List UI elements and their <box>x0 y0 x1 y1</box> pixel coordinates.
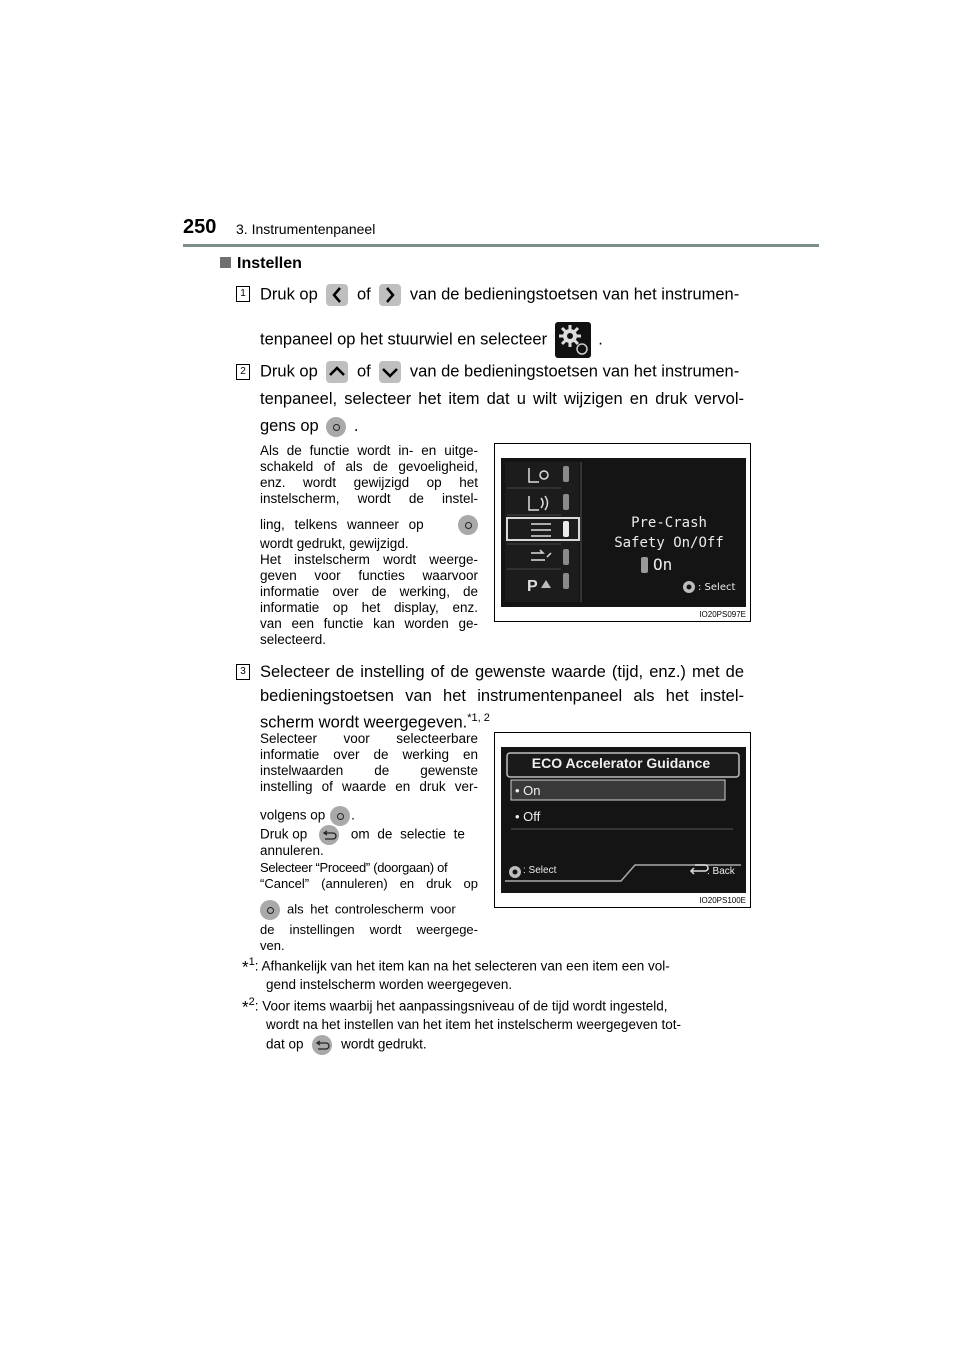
note-2-l7: annuleren. <box>260 843 324 858</box>
note-text: om de selectie te <box>350 826 465 842</box>
note-2-l9: “Cancel” (annuleren) en druk op <box>260 876 478 891</box>
note-2-l1: Selecteer voor selecteerbare <box>260 731 478 746</box>
section-title: 3. Instrumentenpaneel <box>236 221 376 237</box>
figure-1-title-line-1: Pre-Crash <box>631 515 707 531</box>
heading-text: Instellen <box>237 255 302 272</box>
footnote-text: dat op <box>266 1036 304 1052</box>
step-number-1: 1 <box>236 286 250 302</box>
step-2-line-2: tenpaneel, selecteer het item dat u wilt wijzigen en druk vervol- <box>260 390 744 408</box>
note-2-l3: instelwaarden de gewenste <box>260 763 478 778</box>
note-text: ling, telkens wanneer op <box>260 517 424 532</box>
figure-1-title-line-2: Safety On/Off <box>614 535 724 551</box>
footnote-text: : Afhankelijk van het item kan na het selecteren van een item een vol- <box>254 958 670 974</box>
step-2-line-3 <box>260 416 359 437</box>
note-text: Druk op <box>260 826 308 842</box>
chevron-right-icon <box>379 284 401 306</box>
svg-text:P: P <box>527 578 538 595</box>
figure-2-frame <box>494 732 751 908</box>
step-text: van de bedieningstoetsen van het instrumen- <box>409 285 740 304</box>
footnote-1 <box>242 954 744 993</box>
footnote-text: : Voor items waarbij het aanpassingsniveau of de tijd wordt ingesteld, <box>254 998 668 1014</box>
footnote-text: wordt na het instellen van het item het instelscherm weergegeven tot- <box>266 1016 681 1032</box>
footnote-text: wordt gedrukt. <box>341 1036 427 1052</box>
section-heading <box>220 255 302 273</box>
figure-1-frame <box>494 443 751 622</box>
figure-2-select-label: : Select <box>523 865 557 876</box>
note-text: . <box>351 807 355 823</box>
back-button-icon <box>319 825 339 845</box>
square-bullet-icon <box>220 257 231 268</box>
option-on-label: On <box>523 783 541 798</box>
step-text: van de bedieningstoetsen van het instrumen- <box>409 362 740 381</box>
step-text: Druk op <box>260 362 318 381</box>
figure-1-code: IO20PS097E <box>699 610 746 619</box>
option-off-label: Off <box>523 809 541 824</box>
note-2-l11: de instellingen wordt weergege- <box>260 922 478 937</box>
note-2-l10 <box>260 900 478 920</box>
footnote-text: gend instelscherm worden weergegeven. <box>266 976 513 992</box>
step-3-line-3 <box>260 708 490 733</box>
ok-button-icon <box>326 417 346 437</box>
step-2-line-1 <box>260 361 744 383</box>
figure-1-title <box>613 513 725 553</box>
footnote-marker: * <box>242 957 249 977</box>
figure-1-screen <box>501 458 746 607</box>
step-text: of <box>356 285 371 304</box>
note-1-l7: Het instelscherm wordt weerge- <box>260 552 478 567</box>
note-1-l12: selecteerd. <box>260 632 327 647</box>
step-text: . <box>353 417 359 435</box>
back-button-icon <box>312 1035 332 1055</box>
footnote-marker: * <box>242 997 249 1017</box>
note-2-l6 <box>260 825 478 845</box>
step-3-line-1: Selecteer de instelling of de gewenste waarde (tijd, enz.) met de <box>260 663 744 681</box>
note-text: als het controlescherm voor <box>287 901 456 917</box>
footnote-sup: 1 <box>248 956 255 968</box>
figure-2-back-label: : Back <box>707 866 735 877</box>
note-2-l2: informatie over de werking en <box>260 747 478 762</box>
step-text: scherm wordt weergegeven. <box>260 713 468 732</box>
step-number-3: 3 <box>236 664 250 680</box>
note-1-l4: instelscherm, wordt de instel- <box>260 491 478 506</box>
note-1-l3: enz. wordt gewijzigd op het <box>260 475 478 490</box>
footnote-2 <box>242 994 744 1055</box>
step-1-line-1 <box>260 284 744 306</box>
figure-1-select-label: : Select <box>698 582 736 593</box>
note-1-l6: wordt gedrukt, gewijzigd. <box>260 536 409 551</box>
step-text: tenpaneel op het stuurwiel en selecteer <box>260 330 548 349</box>
gear-icon <box>555 322 591 358</box>
note-2-l12: ven. <box>260 938 285 953</box>
note-1-l5 <box>260 517 478 533</box>
note-1-l10: informatie op het display, enz. <box>260 600 478 615</box>
step-text: of <box>356 362 371 381</box>
figure-2-screen <box>501 747 746 893</box>
ok-button-icon <box>260 900 280 920</box>
note-text: volgens op <box>260 807 326 823</box>
ok-button-icon <box>458 515 478 535</box>
footnote-ref: *1, 2 <box>467 712 490 724</box>
page-number: 250 <box>183 216 217 238</box>
figure-2-option-off: • Off <box>515 809 541 824</box>
chevron-left-icon <box>326 284 348 306</box>
note-1-l1: Als de functie wordt in- en uitge- <box>260 443 478 458</box>
figure-1-value: On <box>653 555 673 574</box>
chevron-up-icon <box>326 361 348 383</box>
chevron-down-icon <box>379 361 401 383</box>
note-2-l8: Selecteer “Proceed” (doorgaan) of <box>260 860 448 875</box>
step-number-2: 2 <box>236 364 250 380</box>
step-text: gens op <box>260 417 319 435</box>
ok-button-icon <box>330 806 350 826</box>
step-3-line-2: bedieningstoetsen van het instrumentenpaneel als het instel- <box>260 687 744 705</box>
step-1-line-2 <box>260 322 603 358</box>
note-2-l4: instelling of waarde en druk ver- <box>260 779 478 794</box>
note-1-l9: informatie over de werking, de <box>260 584 478 599</box>
figure-2-title: ECO Accelerator Guidance <box>531 755 711 771</box>
note-1-l11: van een functie kan worden ge- <box>260 616 478 631</box>
figure-2-code: IO20PS100E <box>699 896 746 905</box>
note-1-l2: schakeld of als de gevoeligheid, <box>260 459 478 474</box>
header-rule <box>183 244 819 247</box>
note-1-l8: geven voor functies waarvoor <box>260 568 478 583</box>
note-2-l5 <box>260 806 355 826</box>
figure-2-option-on: • On <box>515 783 541 798</box>
footnote-sup: 2 <box>248 996 255 1008</box>
step-text: Druk op <box>260 285 318 304</box>
step-text: . <box>598 330 603 349</box>
